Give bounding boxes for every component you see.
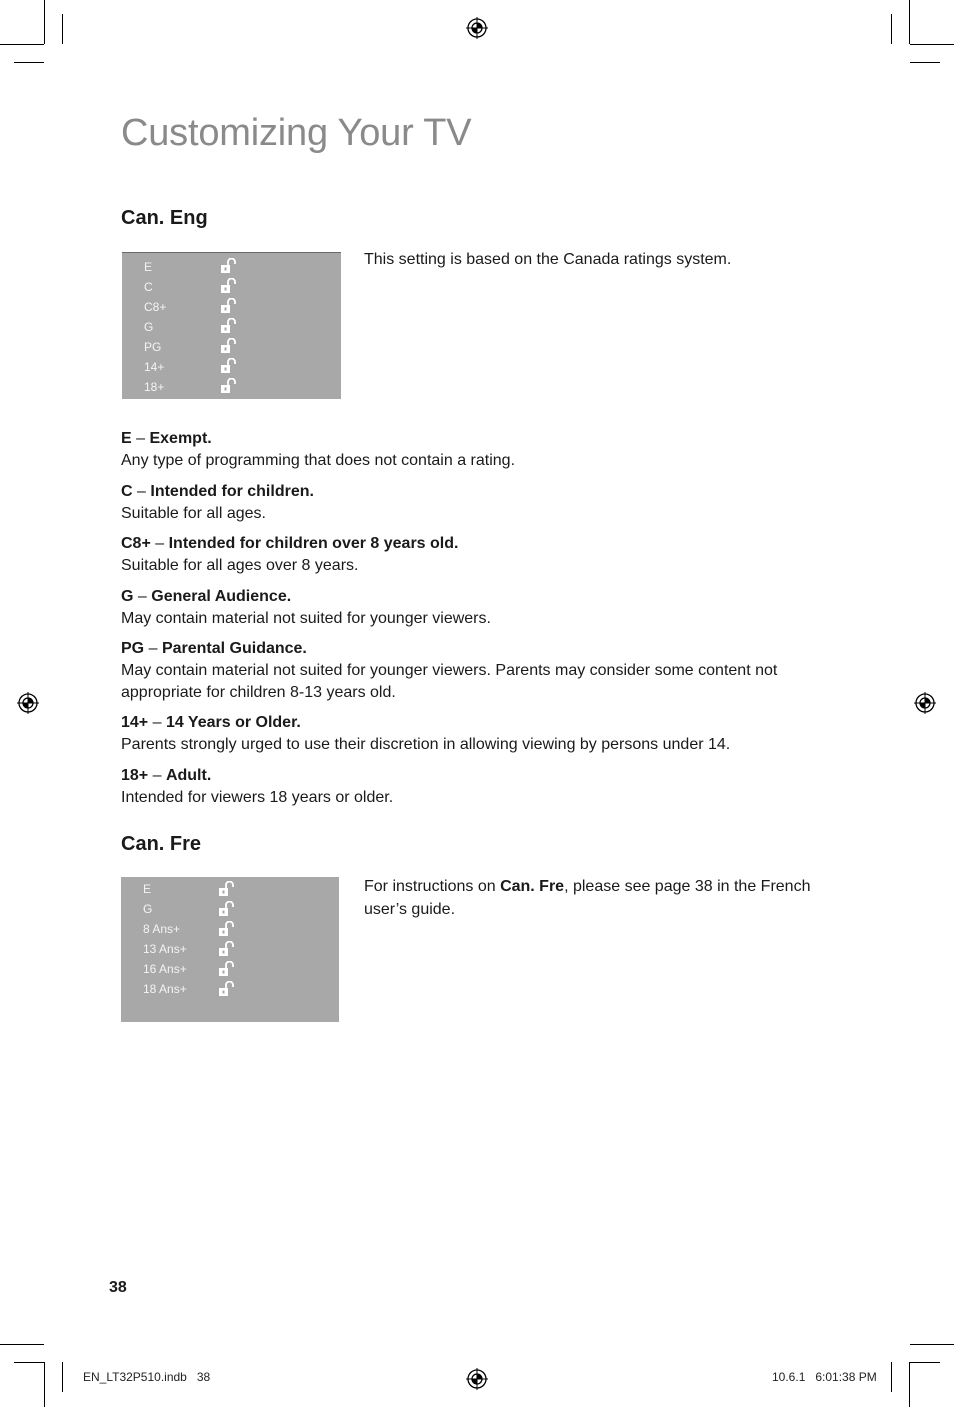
entry-dash: – (155, 535, 165, 552)
entry-title: 14 Years or Older. (165, 714, 301, 731)
can-fre-ratings-panel (121, 877, 339, 1022)
definition-entry-14 (121, 712, 841, 756)
entry-code: 18+ (121, 767, 149, 784)
page-number: 38 (109, 1279, 127, 1296)
rating-label: 13 Ans+ (143, 942, 187, 956)
rating-row-e[interactable] (143, 879, 151, 899)
entry-code: PG (121, 640, 145, 657)
footer-timestamp: 10.6.1 6:01:38 PM (772, 1370, 877, 1384)
entry-title: General Audience. (151, 588, 292, 605)
rating-row-14[interactable] (144, 357, 164, 377)
unlocked-padlock-icon[interactable] (220, 318, 238, 334)
definition-entry-18 (121, 765, 841, 809)
can-fre-intro (364, 875, 844, 921)
rating-row-18-ans[interactable] (143, 979, 187, 999)
rating-row-18[interactable] (144, 377, 164, 397)
rating-row-8-ans[interactable] (143, 919, 180, 939)
entry-dash: – (137, 588, 147, 605)
entry-dash: – (152, 767, 162, 784)
rating-row-16-ans[interactable] (143, 959, 187, 979)
can-fre-intro-before: For instructions on (364, 878, 501, 895)
entry-dash: – (152, 714, 162, 731)
definition-entry-c (121, 481, 841, 525)
rating-label: C (144, 280, 153, 294)
rating-label: PG (144, 340, 162, 354)
page-title: Customizing Your TV (121, 112, 472, 154)
rating-row-13-ans[interactable] (143, 939, 187, 959)
rating-label: 14+ (144, 360, 165, 374)
entry-dash: – (137, 483, 146, 500)
entry-code: C (121, 483, 133, 500)
entry-title: Exempt. (149, 430, 212, 447)
rating-label: 18 Ans+ (143, 982, 187, 996)
can-eng-ratings-panel (122, 252, 341, 399)
section-heading-can-fre: Can. Fre (121, 833, 202, 855)
entry-dash: – (136, 430, 146, 447)
rating-label: 16 Ans+ (143, 962, 187, 976)
definition-entry-e (121, 428, 841, 472)
entry-dash: – (148, 640, 158, 657)
entry-description: Suitable for all ages over 8 years. (121, 557, 359, 574)
can-eng-intro: This setting is based on the Canada ratings system. (364, 251, 732, 268)
rating-label: G (144, 320, 154, 334)
rating-row-e[interactable] (144, 257, 152, 277)
rating-label: E (143, 882, 152, 896)
can-fre-intro-bold: Can. Fre (500, 878, 565, 895)
definition-entry-g (121, 586, 841, 630)
unlocked-padlock-icon[interactable] (220, 258, 238, 274)
unlocked-padlock-icon[interactable] (220, 358, 238, 374)
footer-file-name: EN_LT32P510.indb 38 (83, 1370, 211, 1384)
registration-mark-icon (914, 692, 936, 714)
definition-entry-c8 (121, 533, 841, 577)
entry-title: Parental Guidance. (161, 640, 307, 657)
registration-mark-icon (17, 692, 39, 714)
unlocked-padlock-icon[interactable] (218, 961, 236, 977)
entry-code: G (121, 588, 134, 605)
entry-title: Intended for children. (150, 483, 314, 500)
rating-row-c8[interactable] (144, 297, 166, 317)
entry-code: C8+ (121, 535, 151, 552)
rating-row-pg[interactable] (144, 337, 161, 357)
entry-description: Intended for viewers 18 years or older. (121, 789, 394, 806)
entry-description: May contain material not suited for younger viewers. (121, 610, 491, 627)
entry-description: Parents strongly urged to use their discretion in allowing viewing by persons under 14. (121, 736, 731, 753)
definition-entry-pg (121, 638, 841, 704)
can-fre-intro-after: , please see page 38 in the French user’s guide. (364, 878, 811, 918)
rating-row-c[interactable] (144, 277, 153, 297)
entry-description: Any type of programming that does not contain a rating. (121, 452, 516, 469)
entry-description: Suitable for all ages. (121, 505, 266, 522)
rating-label: 8 Ans+ (143, 922, 181, 936)
entry-code: E (121, 430, 132, 447)
unlocked-padlock-icon[interactable] (220, 298, 238, 314)
rating-label: 18+ (144, 380, 165, 394)
unlocked-padlock-icon[interactable] (218, 901, 236, 917)
rating-row-g[interactable] (143, 899, 152, 919)
registration-mark-icon (466, 17, 488, 39)
unlocked-padlock-icon[interactable] (220, 338, 238, 354)
unlocked-padlock-icon[interactable] (218, 941, 236, 957)
unlocked-padlock-icon[interactable] (218, 981, 236, 997)
rating-label: E (144, 260, 153, 274)
unlocked-padlock-icon[interactable] (218, 921, 236, 937)
entry-code: 14+ (121, 714, 149, 731)
rating-label: C8+ (144, 300, 167, 314)
rating-row-g[interactable] (144, 317, 153, 337)
registration-mark-icon (466, 1368, 488, 1390)
unlocked-padlock-icon[interactable] (220, 278, 238, 294)
unlocked-padlock-icon[interactable] (220, 378, 238, 394)
unlocked-padlock-icon[interactable] (218, 881, 236, 897)
entry-description: May contain material not suited for younger viewers. Parents may consider some content not appropriate for children 8-13 years old. (121, 662, 778, 701)
section-heading-can-eng: Can. Eng (121, 207, 208, 229)
rating-label: G (143, 902, 153, 916)
entry-title: Intended for children over 8 years old. (168, 535, 459, 552)
entry-title: Adult. (165, 767, 212, 784)
